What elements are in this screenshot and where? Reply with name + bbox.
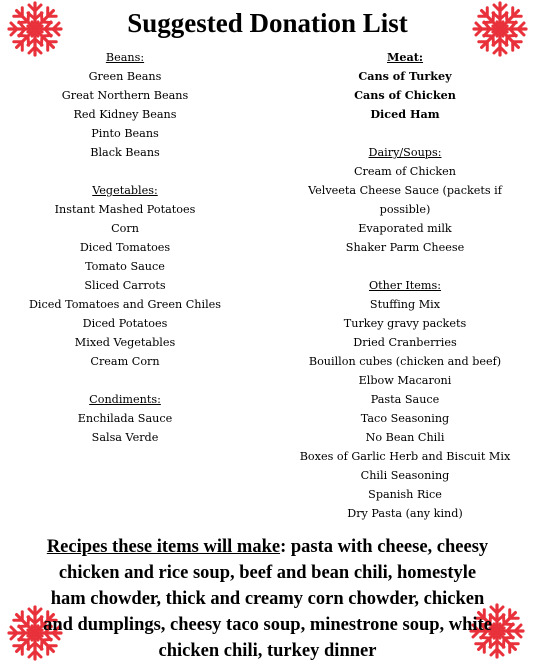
- right-column: [290, 48, 520, 542]
- list-item: Shaker Parm Cheese: [345, 241, 465, 254]
- section-condiments: [10, 390, 240, 447]
- list-item: No Bean Chili: [365, 431, 445, 444]
- list-item: Great Northern Beans: [61, 89, 189, 102]
- list-item: Instant Mashed Potatoes: [54, 203, 196, 216]
- list-item: Cans of Turkey: [358, 69, 452, 83]
- list-item: Black Beans: [90, 146, 160, 159]
- list-item: Red Kidney Beans: [73, 108, 177, 121]
- list-item: Bouillon cubes (chicken and beef): [308, 355, 502, 368]
- list-item: possible): [379, 203, 431, 216]
- section-beans: [10, 48, 240, 162]
- list-item: Stuffing Mix: [369, 298, 441, 311]
- section-vegetables: [10, 181, 240, 371]
- list-item: Taco Seasoning: [360, 412, 450, 425]
- list-item: Turkey gravy packets: [343, 317, 467, 330]
- list-item: Dried Cranberries: [353, 336, 457, 349]
- list-item: Pinto Beans: [91, 127, 159, 140]
- list-item: Diced Potatoes: [82, 317, 168, 330]
- list-item: Evaporated milk: [358, 222, 452, 235]
- section-otheritems: [290, 276, 520, 523]
- list-item: Corn: [111, 222, 139, 235]
- recipes-label: Recipes these items will make: [46, 537, 281, 557]
- section-heading: Dairy/Soups:: [368, 146, 442, 159]
- list-item: Cream of Chicken: [353, 165, 456, 178]
- list-item: Pasta Sauce: [370, 393, 440, 406]
- left-column: [10, 48, 240, 466]
- list-item: Cream Corn: [90, 355, 160, 368]
- list-item: Diced Tomatoes and Green Chiles: [28, 298, 222, 311]
- list-item: Cans of Chicken: [354, 88, 456, 102]
- list-item: Elbow Macaroni: [358, 374, 452, 387]
- recipes-text: : pasta with cheese, cheesy chicken and rice soup, beef and bean chili, homestyle ham chowder, thick and creamy corn chowder, chicken and dumplings, cheesy taco soup, minestrone soup, white chicken chili, turkey dinner: [43, 537, 492, 661]
- section-heading: Other Items:: [368, 279, 442, 292]
- list-item: Sliced Carrots: [84, 279, 166, 292]
- section-meat: [290, 48, 520, 124]
- list-item: Diced Tomatoes: [79, 241, 171, 254]
- list-item: Velveeta Cheese Sauce (packets if: [308, 184, 502, 197]
- section-heading: Meat:: [386, 50, 424, 64]
- list-item: Mixed Vegetables: [74, 336, 176, 349]
- list-item: Diced Ham: [370, 107, 440, 121]
- section-heading: Condiments:: [89, 393, 161, 406]
- section-dairysoups: [290, 143, 520, 257]
- section-heading: Beans:: [105, 51, 145, 64]
- list-item: Chili Seasoning: [360, 469, 450, 482]
- section-heading: Vegetables:: [92, 184, 158, 197]
- list-item: Dry Pasta (any kind): [347, 507, 463, 520]
- list-item: Salsa Verde: [91, 431, 159, 444]
- page-title: Suggested Donation List: [127, 8, 408, 38]
- list-item: Green Beans: [88, 70, 162, 83]
- list-item: Tomato Sauce: [85, 260, 165, 273]
- list-item: Spanish Rice: [368, 488, 442, 501]
- recipes-paragraph: [40, 534, 495, 664]
- list-item: Enchilada Sauce: [77, 412, 173, 425]
- list-item: Boxes of Garlic Herb and Biscuit Mix: [299, 450, 511, 463]
